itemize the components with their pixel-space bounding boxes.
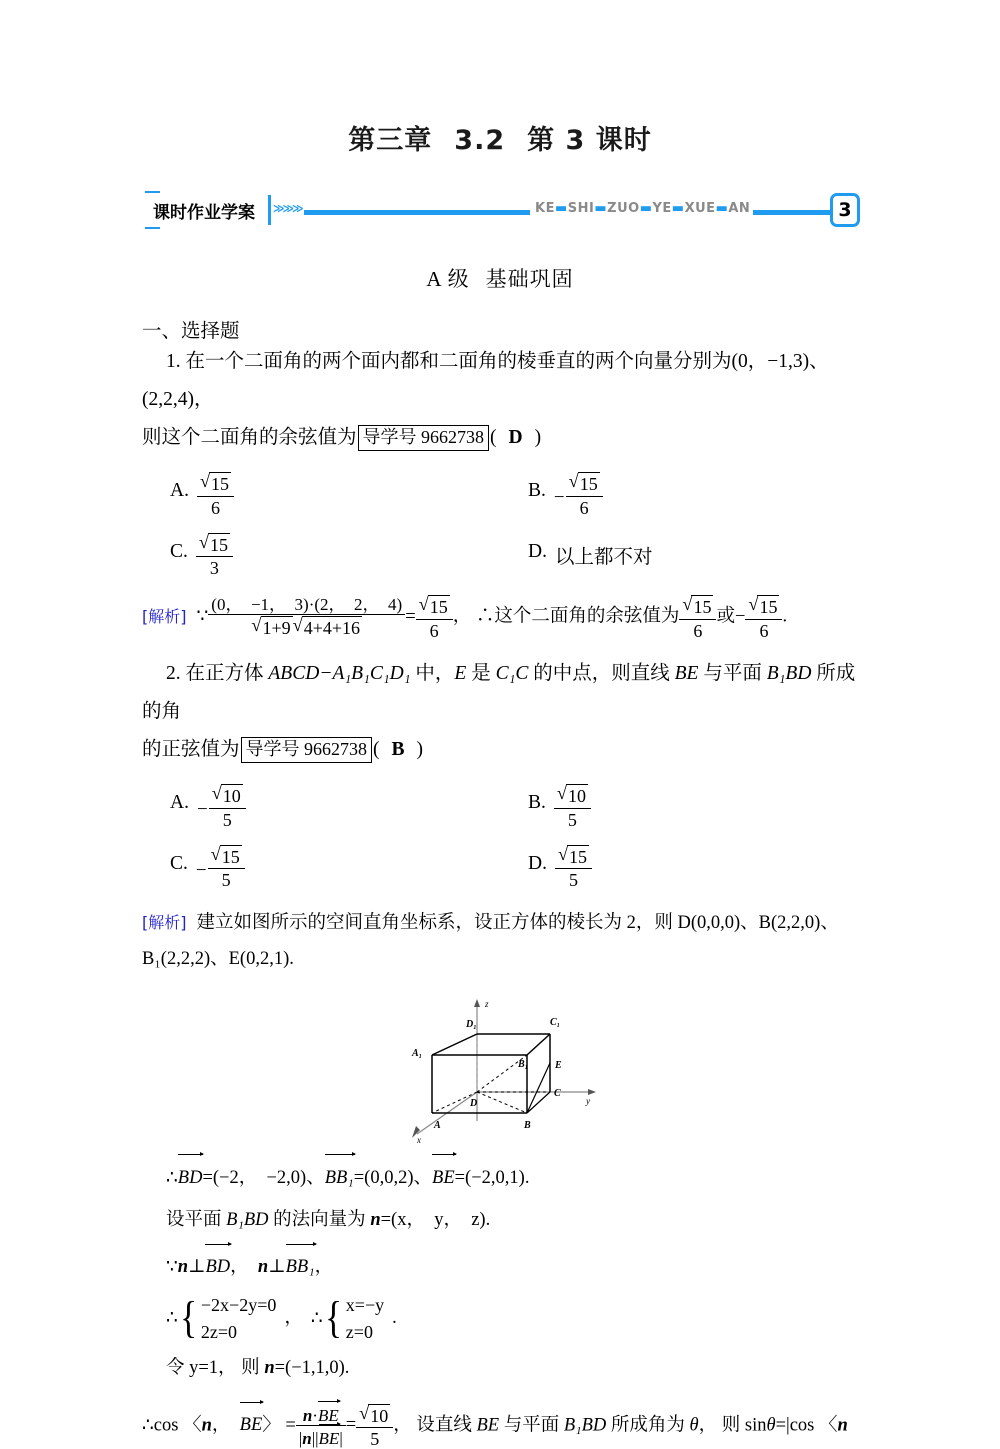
lesson-label: 第 3 课时 [527, 125, 652, 156]
therefore-symbol-1: ∴ [142, 1308, 178, 1328]
frac-den-vec-BE: BE [319, 1427, 340, 1448]
radicand: 15 [208, 533, 230, 557]
therefore-symbol: ∴ [142, 1168, 178, 1188]
banner [145, 191, 860, 233]
let-text-a: 令 y=1， 则 [142, 1358, 264, 1378]
q2-line-be: BE [675, 663, 699, 684]
let-vector-n: n [264, 1358, 274, 1378]
option-1b-value: − √ 15 6 [554, 471, 603, 518]
question-1-ref-number: 导学号 9662738 [358, 425, 490, 451]
solution-2-line2: B₁(2,2,2)、E(0,2,1). [142, 942, 858, 977]
vertex-label-E: E [554, 1060, 562, 1071]
q2-text-d: 的中点，则直线 [528, 663, 674, 684]
equals-sign: = [405, 599, 415, 636]
normal-text-c: =(x， y， z). [381, 1210, 491, 1230]
content-area [142, 315, 858, 1449]
radicand-2: 4+4+16 [302, 616, 362, 640]
solution-2-line1 [142, 906, 858, 941]
tail-text-a: ， 设直线 [393, 1415, 476, 1435]
final-n: n [202, 1415, 212, 1435]
tail-line-BE: BE [477, 1415, 500, 1435]
comma: ， [453, 607, 472, 627]
frac-den-n: n [302, 1429, 311, 1448]
vertex-label-C: C [554, 1088, 561, 1099]
question-1-options [142, 471, 858, 578]
option-row [142, 471, 858, 518]
vector-BD: BD [178, 1157, 203, 1198]
tail-text-c: 所成角为 [606, 1415, 689, 1435]
angle-bracket-close: 〉 [262, 1415, 281, 1435]
axis-x-label: x [416, 1135, 421, 1143]
bar-2: || [312, 1429, 319, 1448]
page-title [0, 0, 1000, 157]
banner-label: 课时作业学案 [145, 193, 259, 227]
tail-text-d: ， 则 sin [699, 1415, 767, 1435]
or-text: 或 [716, 607, 735, 627]
option-1a-label: A. [170, 471, 189, 502]
q2-cube-name: ABCD−A₁B₁C₁D₁ [268, 663, 410, 684]
vertex-label-A: A [433, 1120, 441, 1131]
vector-BB1: BB₁ [325, 1157, 354, 1198]
solution-2-system [142, 1292, 858, 1346]
option-2b-value: √ 10 5 [554, 783, 591, 830]
normal-vector-n: n [370, 1210, 380, 1230]
option-row [142, 844, 858, 891]
therefore-symbol: ∴ [142, 1415, 154, 1435]
vector-BD-value: =(−2， −2,0)、 [202, 1168, 324, 1188]
question-1 [142, 343, 858, 578]
equals-1: = [285, 1415, 295, 1435]
q2-text-b: 中， [411, 663, 455, 684]
denominator: 6 [197, 496, 234, 518]
option-1c-value: √ 15 3 [196, 532, 233, 579]
solution-1-numerator: (0， −1， 3)·(2， 2， 4) [208, 595, 405, 614]
equation-system-2: { x=−y z=0 [323, 1292, 384, 1346]
vertex-label-B: B [523, 1120, 531, 1131]
minus-sign: − [196, 852, 207, 882]
period: . [782, 607, 787, 627]
minus-sign: − [197, 791, 208, 821]
cube-diagram [142, 993, 858, 1143]
denominator: 3 [196, 556, 233, 578]
segment-BE [527, 1063, 550, 1113]
option-2d-value: √ 15 5 [555, 844, 592, 891]
line-end-comma: ， [315, 1257, 334, 1277]
vertex-label-D1: D₁ [465, 1019, 477, 1030]
equals-2: = [346, 1407, 356, 1444]
tail-plane: B₁BD [564, 1415, 606, 1435]
option-row [142, 532, 858, 579]
minus-sign: − [554, 479, 565, 509]
denominator: 6 [745, 619, 782, 641]
option-2a[interactable] [142, 783, 500, 830]
angle-bracket-open: 〈 [183, 1415, 202, 1435]
radicand-1: 1+9 [261, 616, 293, 640]
question-2-stem-line2 [142, 731, 858, 769]
option-2c-label: C. [170, 844, 188, 875]
question-2-answer-paren: ( B ) [373, 739, 425, 760]
question-1-stem-line1 [142, 343, 858, 419]
radicand: 15 [691, 595, 713, 619]
question-1-answer-paren: ( D ) [490, 427, 543, 448]
equation-system-1: { −2x−2y=0 2z=0 [178, 1292, 277, 1346]
question-1-number: 1. [166, 351, 181, 372]
radicand: 15 [567, 845, 589, 869]
solution-2-vectors [142, 1157, 858, 1198]
question-2-number: 2. [166, 663, 181, 684]
therefore-symbol: ∴ [476, 607, 495, 627]
pinyin-an: AN [728, 201, 750, 216]
question-1-stem-line2 [142, 419, 858, 457]
option-1d-value: 以上都不对 [555, 532, 653, 569]
edge-B1C1 [527, 1034, 550, 1055]
option-1a[interactable] [142, 471, 500, 518]
q2-text-a: 在正方体 [186, 663, 269, 684]
normal-text-b: 的法向量为 [269, 1210, 371, 1230]
option-1c[interactable] [142, 532, 500, 579]
vector-BB1-value: =(0,0,2)、 [354, 1168, 432, 1188]
because-symbol: ∵ [142, 1257, 178, 1277]
theta-2: θ [766, 1415, 775, 1435]
radicand: 15 [209, 472, 231, 496]
denominator: 5 [209, 808, 246, 830]
section-label: 3.2 [454, 125, 505, 156]
frac-num-vec-BE: BE [318, 1404, 339, 1425]
perp-symbol-1: ⊥ [188, 1257, 205, 1277]
comma: ， [276, 1308, 311, 1328]
question-1-prefix: 则这个二面角的余弦值为 [142, 427, 357, 448]
pinyin-ye: YE [653, 201, 672, 216]
tail-text-b: 与平面 [499, 1415, 564, 1435]
vector-BE-value: =(−2,0,1). [455, 1168, 530, 1188]
q2-segment-c1c: C₁C [496, 663, 529, 684]
normal-plane: B₁BD [226, 1210, 268, 1230]
edge-DB-dashed [477, 1092, 527, 1113]
option-1c-label: C. [170, 532, 188, 563]
solution-1-text: 这个二面角的余弦值为 [494, 607, 679, 627]
solution-2-perp [142, 1247, 858, 1286]
vector-BE: BE [432, 1157, 455, 1198]
option-1d[interactable] [500, 532, 858, 579]
question-2-answer: B [382, 739, 417, 760]
radicand: 15 [220, 845, 242, 869]
radicand: 10 [368, 1404, 390, 1428]
option-1b-label: B. [528, 471, 546, 502]
solution-2-let [142, 1350, 858, 1387]
radicand: 10 [566, 784, 588, 808]
solution-1: [解析] ∵ (0， −1， 3)·(2， 2， 4) √ 1+9 √ 4+4+16 = √ 15 6 ， ∴这个二面角的余弦值为 √ 15 6 或− √ 15 6 . [142, 594, 858, 641]
bar-3: | [339, 1429, 342, 1448]
minus-sign: − [735, 607, 745, 627]
chevron-right-icon: ≫≫≫ [273, 202, 304, 215]
banner-pinyin: KE▬SHI▬ZUO▬YE▬XUE▬AN [532, 201, 753, 216]
denominator: 5 [555, 868, 592, 890]
axis-y-arrow [588, 1089, 596, 1095]
chapter-badge: 3 [830, 193, 860, 227]
solution-2-tag: [解析] [142, 913, 187, 932]
option-2c-value: − √ 15 5 [196, 844, 245, 891]
perp-n-2: n [258, 1257, 268, 1277]
denominator: 5 [208, 868, 245, 890]
cube-figure-svg [390, 993, 610, 1143]
perp-vector-BB1: BB₁ [286, 1247, 315, 1286]
perp-n-1: n [178, 1257, 188, 1277]
solution-2 [142, 906, 858, 976]
pinyin-xue: XUE [685, 201, 716, 216]
edge-A1D1 [432, 1034, 477, 1055]
solution-2-normal [142, 1202, 858, 1239]
vertex-label-C1: C₁ [550, 1017, 560, 1028]
q2-text-f: 所成的角 [142, 663, 855, 722]
question-1-answer: D [499, 427, 535, 448]
tail-n: n [838, 1415, 848, 1435]
solution-2-text-1: 建立如图所示的空间直角坐标系，设正方体的棱长为 2，则 D(0,0,0)、B(2,2,0)、 [197, 913, 839, 933]
equation-2: 2z=0 [201, 1319, 276, 1346]
question-2-ref-number: 导学号 9662738 [241, 737, 373, 763]
axis-z-arrow [474, 999, 480, 1007]
pinyin-shi: SHI [568, 201, 595, 216]
equation-1: −2x−2y=0 [201, 1292, 276, 1319]
therefore-symbol-2: ∴ [311, 1308, 323, 1328]
radicand: 15 [428, 595, 450, 619]
option-1b[interactable] [500, 471, 858, 518]
level-heading [0, 263, 1000, 293]
option-1d-label: D. [528, 532, 547, 563]
let-text-b: =(−1,1,0). [275, 1358, 350, 1378]
question-type-heading: 一、选择题 [142, 315, 858, 343]
option-2d[interactable] [500, 844, 858, 891]
dot-operator: · [312, 1406, 318, 1425]
solution-1-tag: [解析] [142, 607, 187, 626]
option-2d-label: D. [528, 844, 547, 875]
pinyin-zuo: ZUO [607, 201, 640, 216]
solution-2-final: ∴cos 〈n， BE〉 = $\frac{n\cdot BE}{|n||BE|}$ = √ 10 5 ， 设直线 BE 与平面 B₁BD 所成角为 θ， 则 sinθ=|cos 〈n [142, 1403, 858, 1449]
level-name: 基础巩固 [486, 267, 574, 291]
vertex-label-D: D [469, 1098, 477, 1109]
equation-3: x=−y [346, 1292, 384, 1319]
denominator: 6 [566, 496, 603, 518]
question-2-stem-line1 [142, 655, 858, 731]
solution-1-denominator: √ 1+9 √ 4+4+16 [208, 614, 405, 640]
option-2a-label: A. [170, 783, 189, 814]
q2-plane-b1bd: B₁BD [767, 663, 812, 684]
because-symbol: ∵ [197, 607, 209, 627]
vertex-label-B1: B₁ [517, 1059, 528, 1070]
normal-text-a: 设平面 [142, 1210, 226, 1230]
bar-1: | [299, 1429, 302, 1448]
option-2a-value: − √ 10 5 [197, 783, 246, 830]
option-2c[interactable] [142, 844, 500, 891]
perp-symbol-2: ⊥ [268, 1257, 285, 1277]
question-1-text: 在一个二面角的两个面内都和二面角的棱垂直的两个向量分别为(0，−1,3)、(2,2,4)， [142, 351, 829, 410]
radicand: 15 [757, 595, 779, 619]
equation-4: z=0 [346, 1319, 384, 1346]
denominator: 5 [554, 808, 591, 830]
edge-BC [527, 1092, 550, 1113]
q2-text-c: 是 [466, 663, 495, 684]
option-2b[interactable] [500, 783, 858, 830]
radicand: 10 [221, 784, 243, 808]
theta-1: θ [690, 1415, 699, 1435]
option-row [142, 783, 858, 830]
comma: ， [212, 1415, 240, 1435]
chapter-label: 第三章 [348, 125, 432, 156]
perp-vector-BD: BD [205, 1247, 230, 1286]
q2-text-e: 与平面 [698, 663, 766, 684]
tail-text-e: =|cos 〈 [776, 1415, 838, 1435]
final-vector-BE: BE [240, 1405, 263, 1444]
banner-rule-left [280, 210, 530, 215]
level-grade: A 级 [426, 267, 469, 291]
question-2-options [142, 783, 858, 890]
option-2b-label: B. [528, 783, 546, 814]
denominator: 6 [679, 619, 716, 641]
vertex-label-A1: A₁ [411, 1048, 422, 1059]
denominator: 5 [356, 1427, 393, 1449]
question-2-prefix: 的正弦值为 [142, 739, 240, 760]
separator: ， [230, 1257, 258, 1277]
cos-label: cos [154, 1415, 179, 1435]
radicand: 15 [578, 472, 600, 496]
option-1a-value: √ 15 6 [197, 471, 234, 518]
question-2 [142, 655, 858, 890]
frac-num-n: n [303, 1406, 312, 1425]
axis-y-label: y [585, 1096, 590, 1106]
denominator: 6 [416, 619, 453, 641]
q2-point-e: E [454, 663, 466, 684]
period: . [384, 1308, 397, 1328]
pinyin-ke: KE [535, 201, 555, 216]
axis-z-label: z [484, 999, 489, 1009]
